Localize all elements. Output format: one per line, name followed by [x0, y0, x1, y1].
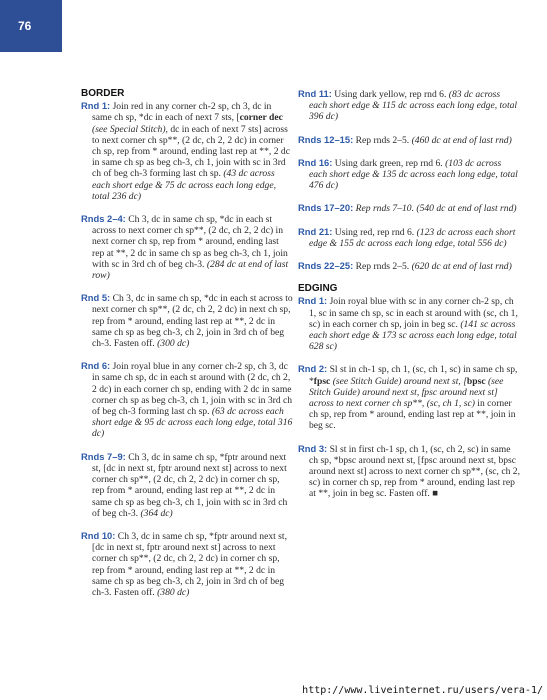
round-text: Sl st in ch-1 sp, ch 1, (sc, ch 1, sc) in same ch sp, * — [309, 364, 518, 387]
round-text: in corner ch sp, rep from * around, ending last rep at **, join in beg sc. — [309, 398, 516, 432]
round-text: Ch 3, dc in same ch sp, *fptr around next st, [dc in next st, fptr around next st] across to next corner ch sp**, (2 dc, ch 2, 2 dc) in corner ch sp, rep from * around, ending last rep at **, 2 dc in same ch sp as beg ch-3, ch 2, join in 3rd ch of beg ch-3. Fasten off. — [92, 530, 287, 598]
round-text: (380 dc) — [157, 586, 190, 598]
left-column — [81, 88, 293, 609]
pattern-round — [81, 451, 293, 519]
round-text: , dc in each of next 7 sts] across to next corner ch sp**, (2 dc, ch 2, 2 dc) in corner ch sp, rep from * around, ending last rep at **, 2 dc in same ch sp as beg ch-3, ch 1, join with sc in 3rd ch of beg ch-3 forming last ch sp. — [92, 123, 290, 180]
pattern-round — [298, 363, 520, 431]
round-text: (see Special Stitch) — [92, 123, 166, 135]
pattern-round — [298, 295, 520, 352]
pattern-round — [81, 292, 293, 349]
round-label: Rnds 22–25: — [298, 260, 354, 272]
round-label: Rnds 17–20: — [298, 202, 354, 214]
round-text: (141 sc across each short edge & 173 sc across each long edge, total 628 sc) — [309, 318, 517, 353]
edging-rounds-list — [298, 295, 520, 499]
round-text: (see Stitch Guide) around next st, [ — [330, 375, 467, 387]
round-label: Rnd 5: — [81, 292, 111, 304]
pattern-round — [298, 134, 520, 146]
border-rounds-list — [81, 100, 293, 598]
round-label: Rnd 1: — [298, 295, 328, 307]
round-text: (103 dc across each short edge & 135 dc across each long edge, total 476 dc) — [309, 157, 518, 192]
round-label: Rnd 10: — [81, 529, 116, 541]
round-label: Rnds 7–9: — [81, 450, 126, 462]
right-column — [298, 88, 520, 511]
round-text: Join royal blue in any corner ch-2 sp, ch 3, dc in same ch sp, dc in each st around with (2 dc, ch 2, 2 dc) in each corner ch sp, ending with 2 dc in same corner ch sp as beg ch-3, ch 1, join with sc in 3rd ch of beg ch-3 forming last ch sp. — [92, 361, 293, 418]
pattern-round — [81, 100, 293, 202]
border-rounds-continued — [298, 88, 520, 272]
round-text: Using red, rep rnd 6. — [332, 226, 417, 238]
round-label: Rnd 21: — [298, 225, 333, 237]
round-text: (123 dc across each short edge & 155 dc across each long edge, total 556 dc) — [309, 226, 516, 249]
round-text: Rep rnds 2–5. — [353, 134, 412, 146]
round-text: (63 dc across each short edge & 95 dc across each long edge, total 316 dc) — [92, 406, 293, 440]
border-heading: BORDER — [81, 88, 125, 99]
round-label: Rnd 16: — [298, 156, 333, 168]
round-text: (see Stitch Guide) around next st, fpsc around next st] across to next corner ch sp**, — [309, 375, 504, 410]
round-label: Rnd 1: — [81, 100, 111, 112]
pattern-round — [298, 226, 520, 249]
round-label: Rnd 2: — [298, 363, 328, 375]
round-label: Rnds 2–4: — [81, 213, 126, 225]
round-text: (300 dc) — [157, 338, 190, 350]
pattern-round — [298, 260, 520, 272]
pattern-round — [298, 157, 520, 192]
round-label: Rnd 3: — [298, 442, 328, 454]
pattern-round — [81, 213, 293, 281]
round-text: Join royal blue with sc in any corner ch-2 sp, ch 1, sc in same ch sp, sc in each st around with (sc, ch 1, sc) in each corner ch sp, join in beg sc. — [309, 296, 518, 330]
round-text: (43 dc across each short edge & 75 dc across each long edge, total 236 dc) — [92, 168, 277, 202]
pattern-round — [81, 530, 293, 598]
round-text: Join red in any corner ch-2 sp, ch 3, dc in same ch sp, *dc in each of next 7 sts, [ — [92, 101, 272, 124]
round-text: Ch 3, dc in same ch sp, *dc in each st across to next corner ch sp**, (2 dc, ch 2, 2 dc) in next ch sp, rep from * around, ending last rep at **, 2 dc in same ch sp as beg ch-3, ch 2, join in 3rd ch of beg ch-3. Fasten off. — [92, 293, 293, 350]
round-text: (284 dc at end of last row) — [92, 258, 289, 282]
footer-url[interactable]: http://www.liveinternet.ru/users/vera-1/ — [302, 685, 543, 696]
round-text: bpsc — [466, 375, 486, 387]
round-text: (83 dc across each short edge & 115 dc across each long edge, total 396 dc) — [309, 89, 518, 123]
round-label: Rnds 12–15: — [298, 133, 354, 145]
round-text: (540 dc at end of last rnd) — [416, 203, 517, 215]
round-text: Rep rnds 7–10. — [353, 203, 417, 215]
round-text: Using dark yellow, rep rnd 6. — [331, 89, 449, 100]
round-text: Ch 3, dc in same ch sp, *dc in each st across to next corner ch sp**, (2 dc, ch 2, 2 dc) in next corner ch sp, rep from * around, ending last rep at **, 2 dc in same ch sp as beg ch-3, ch 1, join with sc in 3rd ch of beg ch-3. — [92, 214, 288, 270]
pattern-round — [298, 202, 520, 214]
round-text: (sc, ch 1, sc) — [426, 398, 475, 410]
round-text: Using dark green, rep rnd 6. — [332, 157, 446, 169]
edging-heading: EDGING — [298, 283, 338, 295]
pattern-round — [298, 88, 520, 123]
round-text: (364 dc) — [140, 507, 173, 519]
round-text: (460 dc at end of last rnd) — [411, 134, 512, 146]
page-number-tab — [0, 0, 62, 52]
round-text: fpsc — [313, 375, 331, 387]
round-text: corner dec — [239, 112, 283, 124]
round-label: Rnd 6: — [81, 360, 111, 372]
page-number: 76 — [18, 19, 32, 33]
pattern-round — [298, 443, 520, 500]
round-label: Rnd 11: — [298, 88, 332, 99]
round-text: Sl st in first ch-1 sp, ch 1, (sc, ch 2, sc) in same ch sp, *bpsc around next st, [fpsc around next st, bpsc around next st] across to next corner ch sp**, (sc, ch 2, sc) in corner ch sp, rep from * around, ending last rep at **, join in beg sc. Fasten off. ■ — [309, 443, 521, 500]
round-text: Rep rnds 2–5. — [353, 261, 412, 273]
round-text: (620 dc at end of last rnd) — [411, 261, 512, 273]
pattern-round — [81, 360, 293, 439]
round-text: Ch 3, dc in same ch sp, *fptr around next st, [dc in next st, fptr around next st] across to next corner ch sp**, (2 dc, ch 2, 2 dc) in corner ch sp, rep from * around, ending last rep at **, 2 dc in same ch sp as beg ch-3, ch 1, join with sc in 3rd ch of beg ch-3. — [92, 451, 288, 519]
